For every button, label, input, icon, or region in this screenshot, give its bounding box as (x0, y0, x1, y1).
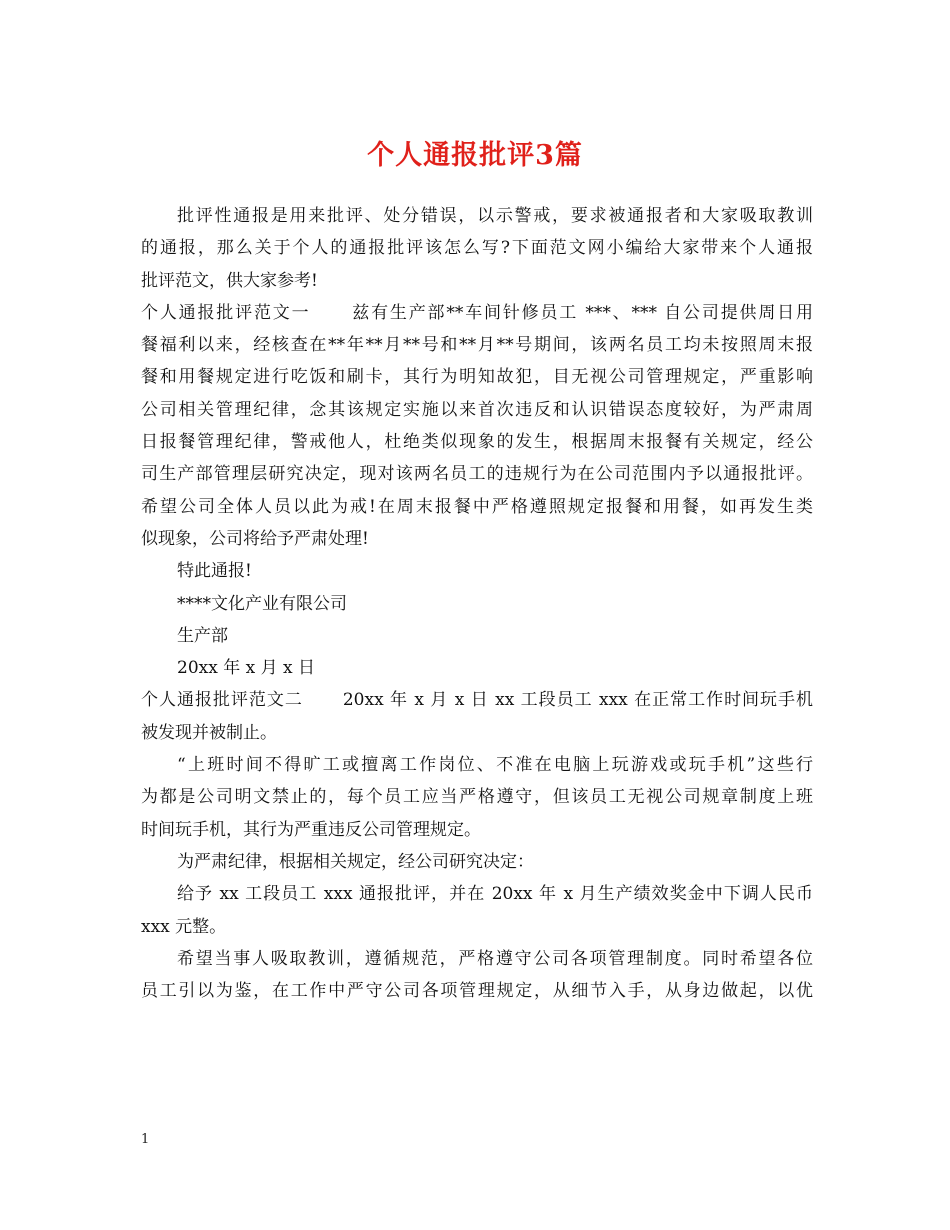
text-span: 20xx 年 x 月 x 日 xx 工段员工 xxx 在正常工作时间玩手机 (342, 690, 813, 711)
text-line: 特此通报! (177, 561, 252, 582)
text-line (141, 684, 813, 716)
text-line: 时间玩手机，其行为严重违反公司管理规定。 (141, 819, 481, 840)
document-body (141, 200, 813, 1007)
text-line: 餐和用餐规定进行吃饭和刷卡，其行为明知故犯，目无视公司管理规定，严重影响 (141, 367, 813, 388)
section-heading-1: 个人通报批评范文一 (141, 302, 311, 323)
text-line: 的通报，那么关于个人的通报批评该怎么写?下面范文网小编给大家带来个人通报 (141, 238, 813, 259)
text-line: 为都是公司明文禁止的，每个员工应当严格遵守，但该员工无视公司规章制度上班 (141, 787, 813, 808)
text-line: 司生产部管理层研究决定，现对该两名员工的违规行为在公司范围内予以通报批评。 (141, 464, 813, 485)
text-line: 批评范文，供大家参考! (141, 270, 318, 291)
text-line: 日报餐管理纪律，警戒他人，杜绝类似现象的发生，根据周末报餐有关规定，经公 (141, 432, 813, 453)
text-line: 批评性通报是用来批评、处分错误，以示警戒，要求被通报者和大家吸取教训 (177, 206, 813, 226)
text-line: 给予 xx 工段员工 xxx 通报批评，并在 20xx 年 x 月生产绩效奖金中下调人民币 (177, 884, 813, 905)
company-name: ****文化产业有限公司 (177, 593, 347, 614)
department-name: 生产部 (177, 625, 228, 646)
text-line: xxx 元整。 (141, 916, 227, 937)
text-line: 似现象，公司将给予严肃处理! (141, 528, 369, 549)
text-line (141, 297, 813, 329)
text-line: 被发现并被制止。 (141, 722, 277, 743)
date-line: 20xx 年 x 月 x 日 (177, 658, 316, 679)
text-span: 兹有生产部**车间针修员工 ***、*** 自公司提供周日用 (350, 302, 814, 323)
page-number: 1 (141, 1132, 150, 1147)
text-line: 公司相关管理纪律，念其该规定实施以来首次违反和认识错误态度较好，为严肃周 (141, 399, 813, 420)
text-line: 为严肃纪律，根据相关规定，经公司研究决定： (177, 851, 534, 872)
section-heading-2: 个人通报批评范文二 (141, 690, 303, 711)
document-title: 个人通报批评3篇 (367, 140, 583, 171)
text-line: “上班时间不得旷工或擅离工作岗位、不准在电脑上玩游戏或玩手机”这些行 (177, 755, 813, 776)
text-line: 希望当事人吸取教训，遵循规范，严格遵守公司各项管理制度。同时希望各位 (177, 948, 813, 969)
text-line: 餐福利以来，经核查在**年**月**号和**月**号期间，该两名员工均未按照周末报 (141, 335, 813, 356)
text-line: 员工引以为鉴，在工作中严守公司各项管理规定，从细节入手，从身边做起，以优 (141, 981, 813, 1002)
text-line: 希望公司全体人员以此为戒!在周末报餐中严格遵照规定报餐和用餐，如再发生类 (141, 496, 813, 517)
